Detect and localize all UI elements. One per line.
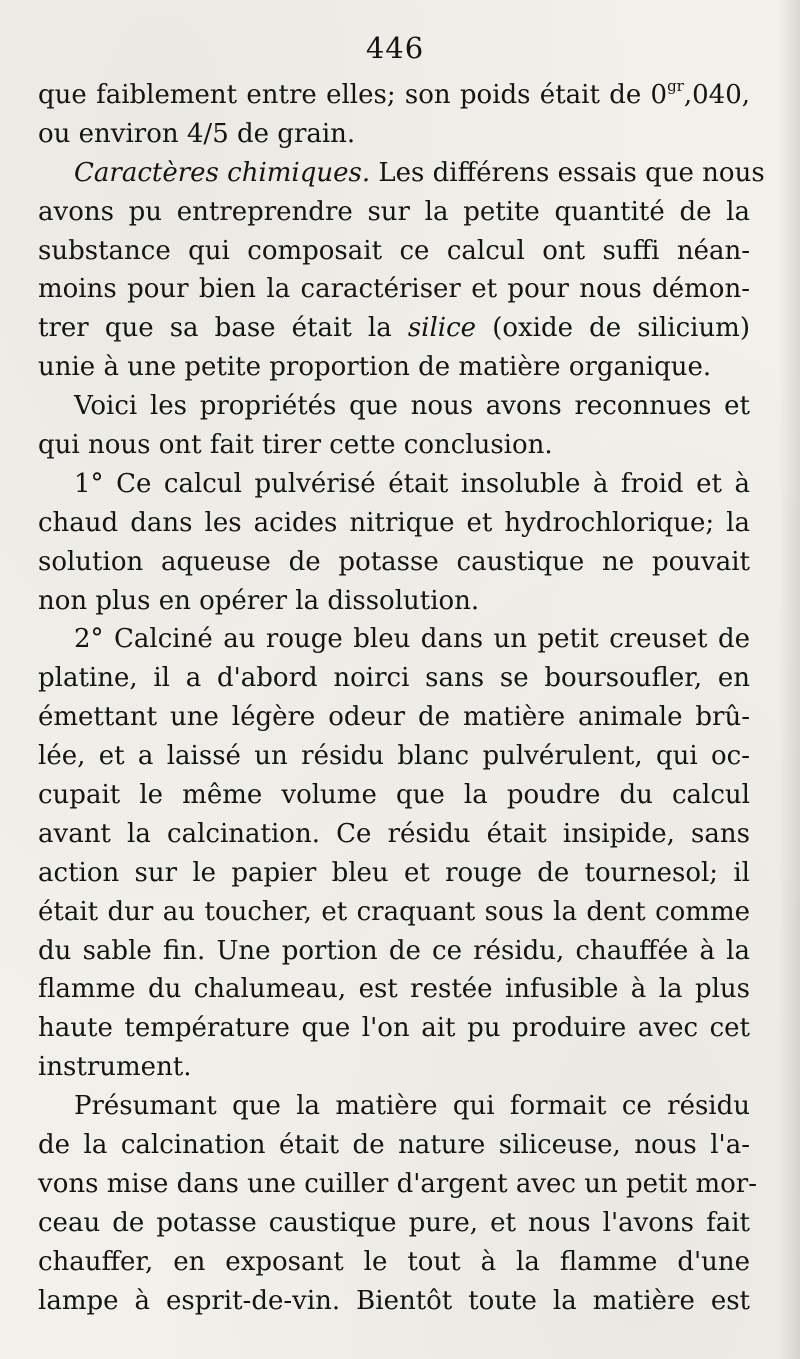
- text-line: de la calcination était de nature siliceuse, nous l'a-: [38, 1130, 750, 1161]
- body-text: [38, 76, 765, 1321]
- text-line: chaud dans les acides nitrique et hydrochlorique; la: [38, 507, 750, 538]
- text-line: unie à une petite proportion de matière organique.: [38, 352, 712, 383]
- text-line: avant la calcination. Ce résidu était insipide, sans: [38, 818, 750, 849]
- text-line: [38, 76, 750, 115]
- text-line: lampe à esprit-de-vin. Bientôt toute la matière est: [38, 1285, 750, 1316]
- text-line: platine, il a d'abord noirci sans se boursoufler, en: [38, 663, 750, 694]
- text-line: non plus en opérer la dissolution.: [38, 585, 480, 616]
- text-line: instrument.: [38, 1052, 192, 1083]
- text-line: ou environ 4/5 de grain.: [38, 118, 356, 149]
- text-line: était dur au toucher, et craquant sous la dent comme: [38, 896, 750, 927]
- text-line: Présumant que la matière qui formait ce résidu: [74, 1091, 750, 1122]
- text-line: chauffer, en exposant le tout à la flamme d'une: [38, 1246, 750, 1277]
- text-line: du sable fin. Une portion de ce résidu, chauffée à la: [38, 935, 750, 966]
- text-line: solution aqueuse de potasse caustique ne pouvait: [38, 546, 750, 577]
- text-line: émettant une légère odeur de matière animale brû-: [38, 702, 750, 733]
- text-line: action sur le papier bleu et rouge de tournesol; il: [38, 857, 750, 888]
- text-line: [38, 309, 750, 348]
- page-edge-shadow: [778, 0, 800, 1359]
- text-line: vons mise dans une cuiller d'argent avec un petit mor-: [38, 1168, 758, 1199]
- italic-text: Caractères chimiques.: [74, 157, 371, 188]
- text-line: cupait le même volume que la poudre du calcul: [38, 780, 750, 811]
- text-segment: (oxide de silicium): [476, 313, 750, 344]
- text-line: moins pour bien la caractériser et pour nous démon-: [38, 274, 750, 305]
- text-line: flamme du chalumeau, est restée infusible à la plus: [38, 974, 750, 1005]
- text-line: substance qui composait ce calcul ont suffi néan-: [38, 235, 750, 266]
- text-line: ceau de potasse caustique pure, et nous l'avons fait: [38, 1207, 750, 1238]
- text-line: haute température que l'on ait pu produire avec cet: [38, 1013, 750, 1044]
- text-line: qui nous ont fait tirer cette conclusion.: [38, 430, 553, 461]
- page-number: 446: [365, 31, 425, 65]
- text-line: lée, et a laissé un résidu blanc pulvérulent, qui oc-: [38, 741, 750, 772]
- text-line: 2° Calciné au rouge bleu dans un petit creuset de: [74, 624, 750, 655]
- italic-text: silice: [407, 313, 477, 344]
- text-line: 1° Ce calcul pulvérisé était insoluble à froid et à: [74, 468, 750, 499]
- superscript-unit: gr: [667, 77, 684, 96]
- text-line: avons pu entreprendre sur la petite quantité de la: [38, 196, 750, 227]
- text-segment: trer que sa base était la: [38, 313, 408, 344]
- text-segment: Les différens essais que nous: [370, 157, 765, 188]
- text-line: Voici les propriétés que nous avons reconnues et: [74, 391, 750, 422]
- text-segment: ,040,: [683, 80, 750, 110]
- text-segment: que faiblement entre elles; son poids était de 0: [38, 80, 668, 110]
- text-line: [38, 154, 765, 193]
